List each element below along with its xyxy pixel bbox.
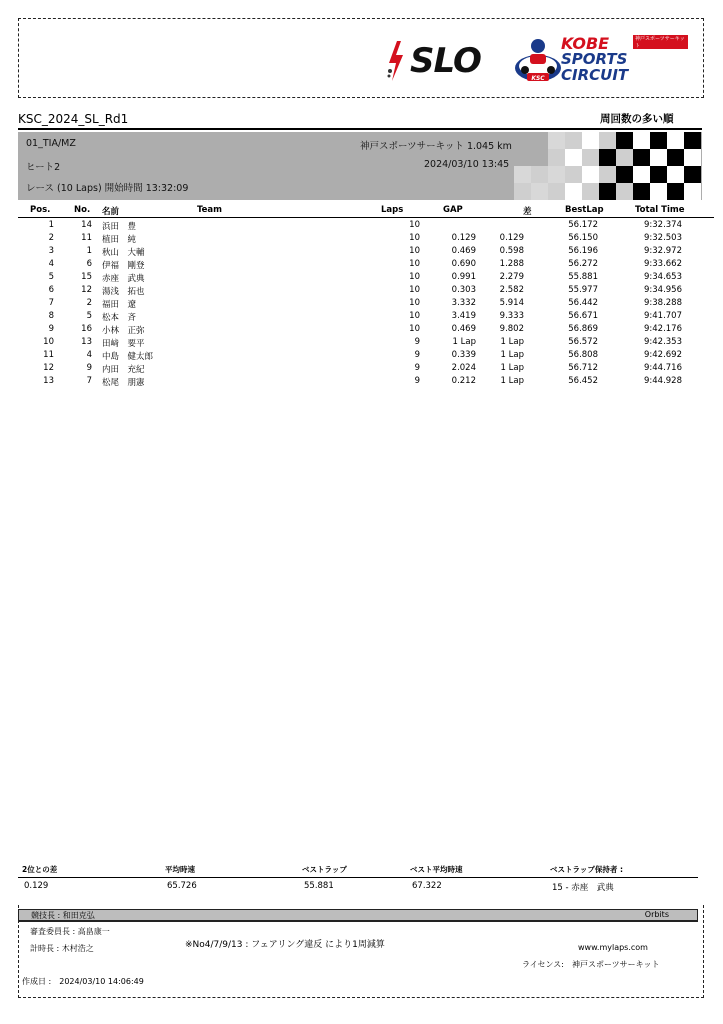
table-row — [18, 233, 698, 246]
col-gap: GAP — [443, 205, 463, 215]
cell-diff: 0.598 — [499, 246, 524, 256]
frame-left-top — [18, 18, 19, 98]
table-row — [18, 363, 698, 376]
sum-h-avg: 平均時速 — [165, 865, 195, 874]
heat-label: ヒート2 — [26, 162, 61, 173]
sum-v-best-avg: 67.322 — [412, 881, 442, 891]
cell-pos: 9 — [48, 324, 54, 334]
cell-total: 9:32.503 — [643, 233, 682, 243]
cell-no: 9 — [86, 363, 92, 373]
website: www.mylaps.com — [578, 943, 648, 952]
cell-best: 56.272 — [568, 259, 598, 269]
cell-diff: 5.914 — [499, 298, 524, 308]
created-date: 作成日 : 2024/03/10 14:06:49 — [22, 977, 144, 986]
race-info-panel — [18, 132, 702, 200]
sort-label: 周回数の多い順 — [600, 113, 674, 125]
cell-diff: 1 Lap — [500, 376, 524, 386]
table-row — [18, 259, 698, 272]
penalty-note: ※No4/7/9/13 : フェアリング違反 により1周減算 — [185, 940, 385, 950]
cell-name: 植田 純 — [102, 235, 137, 245]
table-row — [18, 298, 698, 311]
cell-no: 1 — [86, 246, 92, 256]
cell-no: 11 — [81, 233, 92, 243]
cell-name: 松尾 朋憲 — [102, 378, 145, 388]
cell-total: 9:44.716 — [643, 363, 682, 373]
sum-h-best: ベストラップ — [302, 865, 347, 874]
cell-diff: 1.288 — [499, 259, 524, 269]
sum-h-best-holder: ベストラップ保持者 : — [550, 865, 623, 874]
cell-total: 9:32.972 — [643, 246, 682, 256]
cell-no: 4 — [86, 350, 92, 360]
cell-diff: 0.129 — [499, 233, 524, 243]
cell-name: 浜田 豊 — [102, 222, 137, 232]
cell-name: 福田 遼 — [102, 300, 137, 310]
header-dash-line — [18, 97, 704, 98]
cell-total: 9:44.928 — [643, 376, 682, 386]
cell-pos: 12 — [43, 363, 54, 373]
cell-gap: 0.129 — [451, 233, 476, 243]
cell-no: 7 — [86, 376, 92, 386]
cell-pos: 13 — [43, 376, 54, 386]
cell-laps: 9 — [414, 363, 420, 373]
cell-no: 12 — [81, 285, 92, 295]
cell-pos: 4 — [48, 259, 54, 269]
col-diff: 差 — [523, 207, 532, 217]
kobe-line1: KOBE — [561, 34, 610, 53]
cell-total: 9:32.374 — [643, 220, 682, 230]
cell-gap: 0.339 — [451, 350, 476, 360]
cell-laps: 10 — [409, 220, 420, 230]
cell-laps: 10 — [409, 259, 420, 269]
cell-no: 2 — [86, 298, 92, 308]
col-pos: Pos. — [30, 205, 51, 215]
class-name: 01_TIA/MZ — [26, 138, 76, 149]
cell-pos: 7 — [48, 298, 54, 308]
table-header-rule — [18, 217, 714, 218]
cell-gap: 0.212 — [451, 376, 476, 386]
table-row — [18, 311, 698, 324]
cell-gap: 0.303 — [451, 285, 476, 295]
ksc-badge-text: KSC — [531, 75, 545, 82]
cell-pos: 2 — [48, 233, 54, 243]
cell-best: 56.196 — [568, 246, 598, 256]
steward: 審査委員長 : 高畠康一 — [30, 927, 110, 936]
col-bestlap: BestLap — [565, 205, 604, 215]
cell-name: 小林 正弥 — [102, 326, 145, 336]
cell-best: 56.150 — [568, 233, 598, 243]
cell-gap: 0.991 — [451, 272, 476, 282]
sum-v-best-holder: 15 - 赤座 武典 — [552, 883, 614, 893]
table-row — [18, 376, 698, 389]
cell-laps: 9 — [414, 376, 420, 386]
cell-name: 内田 充紀 — [102, 365, 145, 375]
cell-best: 56.671 — [568, 311, 598, 321]
cell-pos: 8 — [48, 311, 54, 321]
cell-no: 6 — [86, 259, 92, 269]
sum-h-margin: 2位との差 — [22, 865, 58, 874]
cell-no: 14 — [81, 220, 92, 230]
cell-best: 56.869 — [568, 324, 598, 334]
summary-rule — [18, 877, 698, 878]
cell-laps: 10 — [409, 272, 420, 282]
cell-best: 56.572 — [568, 337, 598, 347]
checkered-flag-icon — [514, 132, 702, 200]
cell-pos: 5 — [48, 272, 54, 282]
cell-total: 9:34.956 — [643, 285, 682, 295]
col-name: 名前 — [102, 207, 120, 217]
cell-best: 56.808 — [568, 350, 598, 360]
cell-gap: 0.690 — [451, 259, 476, 269]
table-row — [18, 324, 698, 337]
cell-pos: 10 — [43, 337, 54, 347]
cell-no: 5 — [86, 311, 92, 321]
cell-best: 56.442 — [568, 298, 598, 308]
cell-gap: 1 Lap — [452, 337, 476, 347]
col-laps: Laps — [381, 205, 404, 215]
cell-no: 13 — [81, 337, 92, 347]
cell-laps: 10 — [409, 311, 420, 321]
table-row — [18, 350, 698, 363]
chief-official: 競技長 : 和田克弘 — [31, 911, 95, 920]
sum-v-avg: 65.726 — [167, 881, 197, 891]
cell-diff: 1 Lap — [500, 337, 524, 347]
orbits-label: Orbits — [644, 910, 669, 919]
header-rule — [18, 128, 702, 130]
col-no: No. — [74, 205, 91, 215]
cell-best: 56.172 — [568, 220, 598, 230]
cell-total: 9:42.176 — [643, 324, 682, 334]
race-datetime: 2024/03/10 13:45 — [424, 159, 510, 170]
cell-total: 9:41.707 — [643, 311, 682, 321]
table-row — [18, 337, 698, 350]
col-total: Total Time — [635, 205, 685, 215]
cell-name: 中島 健太郎 — [102, 352, 154, 362]
cell-laps: 10 — [409, 246, 420, 256]
cell-pos: 11 — [43, 350, 54, 360]
slo-logo — [385, 40, 481, 82]
cell-name: 湯浅 拓也 — [102, 287, 145, 297]
cell-total: 9:42.353 — [643, 337, 682, 347]
cell-diff: 2.582 — [499, 285, 524, 295]
cell-name: 赤座 武典 — [102, 274, 145, 284]
cell-gap: 0.469 — [451, 324, 476, 334]
cell-pos: 6 — [48, 285, 54, 295]
cell-laps: 10 — [409, 324, 420, 334]
cell-gap: 0.469 — [451, 246, 476, 256]
timekeeper: 計時長 : 木村浩之 — [30, 944, 94, 953]
cell-best: 55.977 — [568, 285, 598, 295]
sum-v-best: 55.881 — [304, 881, 334, 891]
cell-best: 56.712 — [568, 363, 598, 373]
officials-rule — [18, 921, 698, 922]
event-title: KSC_2024_SL_Rd1 — [18, 112, 129, 126]
cell-name: 秋山 大輔 — [102, 248, 145, 258]
kobe-line3: CIRCUIT — [561, 66, 629, 84]
kobe-line2: SPORTS — [561, 50, 628, 68]
cell-gap: 3.419 — [451, 311, 476, 321]
kobe-sub-text: 神戸スポーツサーキット — [633, 35, 688, 49]
cell-no: 16 — [81, 324, 92, 334]
cell-name: 松本 斉 — [102, 313, 137, 323]
cell-total: 9:42.692 — [643, 350, 682, 360]
cell-pos: 3 — [48, 246, 54, 256]
officials-bar — [18, 909, 698, 921]
sum-v-margin: 0.129 — [24, 881, 49, 891]
table-row — [18, 220, 698, 233]
slo-wordmark: SLO — [410, 41, 481, 81]
frame-right-top — [703, 18, 704, 98]
kart-icon — [513, 36, 563, 84]
slo-bolt-icon — [385, 41, 407, 81]
cell-diff: 1 Lap — [500, 350, 524, 360]
cell-total: 9:33.662 — [643, 259, 682, 269]
cell-name: 伊福 剛登 — [102, 261, 145, 271]
cell-laps: 10 — [409, 285, 420, 295]
table-row — [18, 285, 698, 298]
cell-laps: 10 — [409, 298, 420, 308]
cell-best: 56.452 — [568, 376, 598, 386]
cell-laps: 10 — [409, 233, 420, 243]
cell-laps: 9 — [414, 337, 420, 347]
table-row — [18, 246, 698, 259]
cell-name: 田﨑 要平 — [102, 339, 145, 349]
cell-best: 55.881 — [568, 272, 598, 282]
cell-total: 9:34.653 — [643, 272, 682, 282]
cell-diff: 9.802 — [499, 324, 524, 334]
sum-h-best-avg: ベスト平均時速 — [410, 865, 463, 874]
cell-no: 15 — [81, 272, 92, 282]
col-team: Team — [197, 205, 223, 215]
circuit-name: 神戸スポーツサーキット 1.045 km — [360, 141, 512, 152]
cell-diff: 1 Lap — [500, 363, 524, 373]
cell-laps: 9 — [414, 350, 420, 360]
cell-total: 9:38.288 — [643, 298, 682, 308]
cell-gap: 3.332 — [451, 298, 476, 308]
cell-gap: 2.024 — [451, 363, 476, 373]
license: ライセンス: 神戸スポーツサーキット — [522, 960, 660, 969]
cell-diff: 2.279 — [499, 272, 524, 282]
cell-diff: 9.333 — [499, 311, 524, 321]
frame-right-bottom — [703, 905, 704, 998]
table-row — [18, 272, 698, 285]
kobe-sports-circuit-logo — [513, 32, 688, 86]
cell-pos: 1 — [48, 220, 54, 230]
race-info: レース (10 Laps) 開始時間 13:32:09 — [26, 183, 189, 194]
